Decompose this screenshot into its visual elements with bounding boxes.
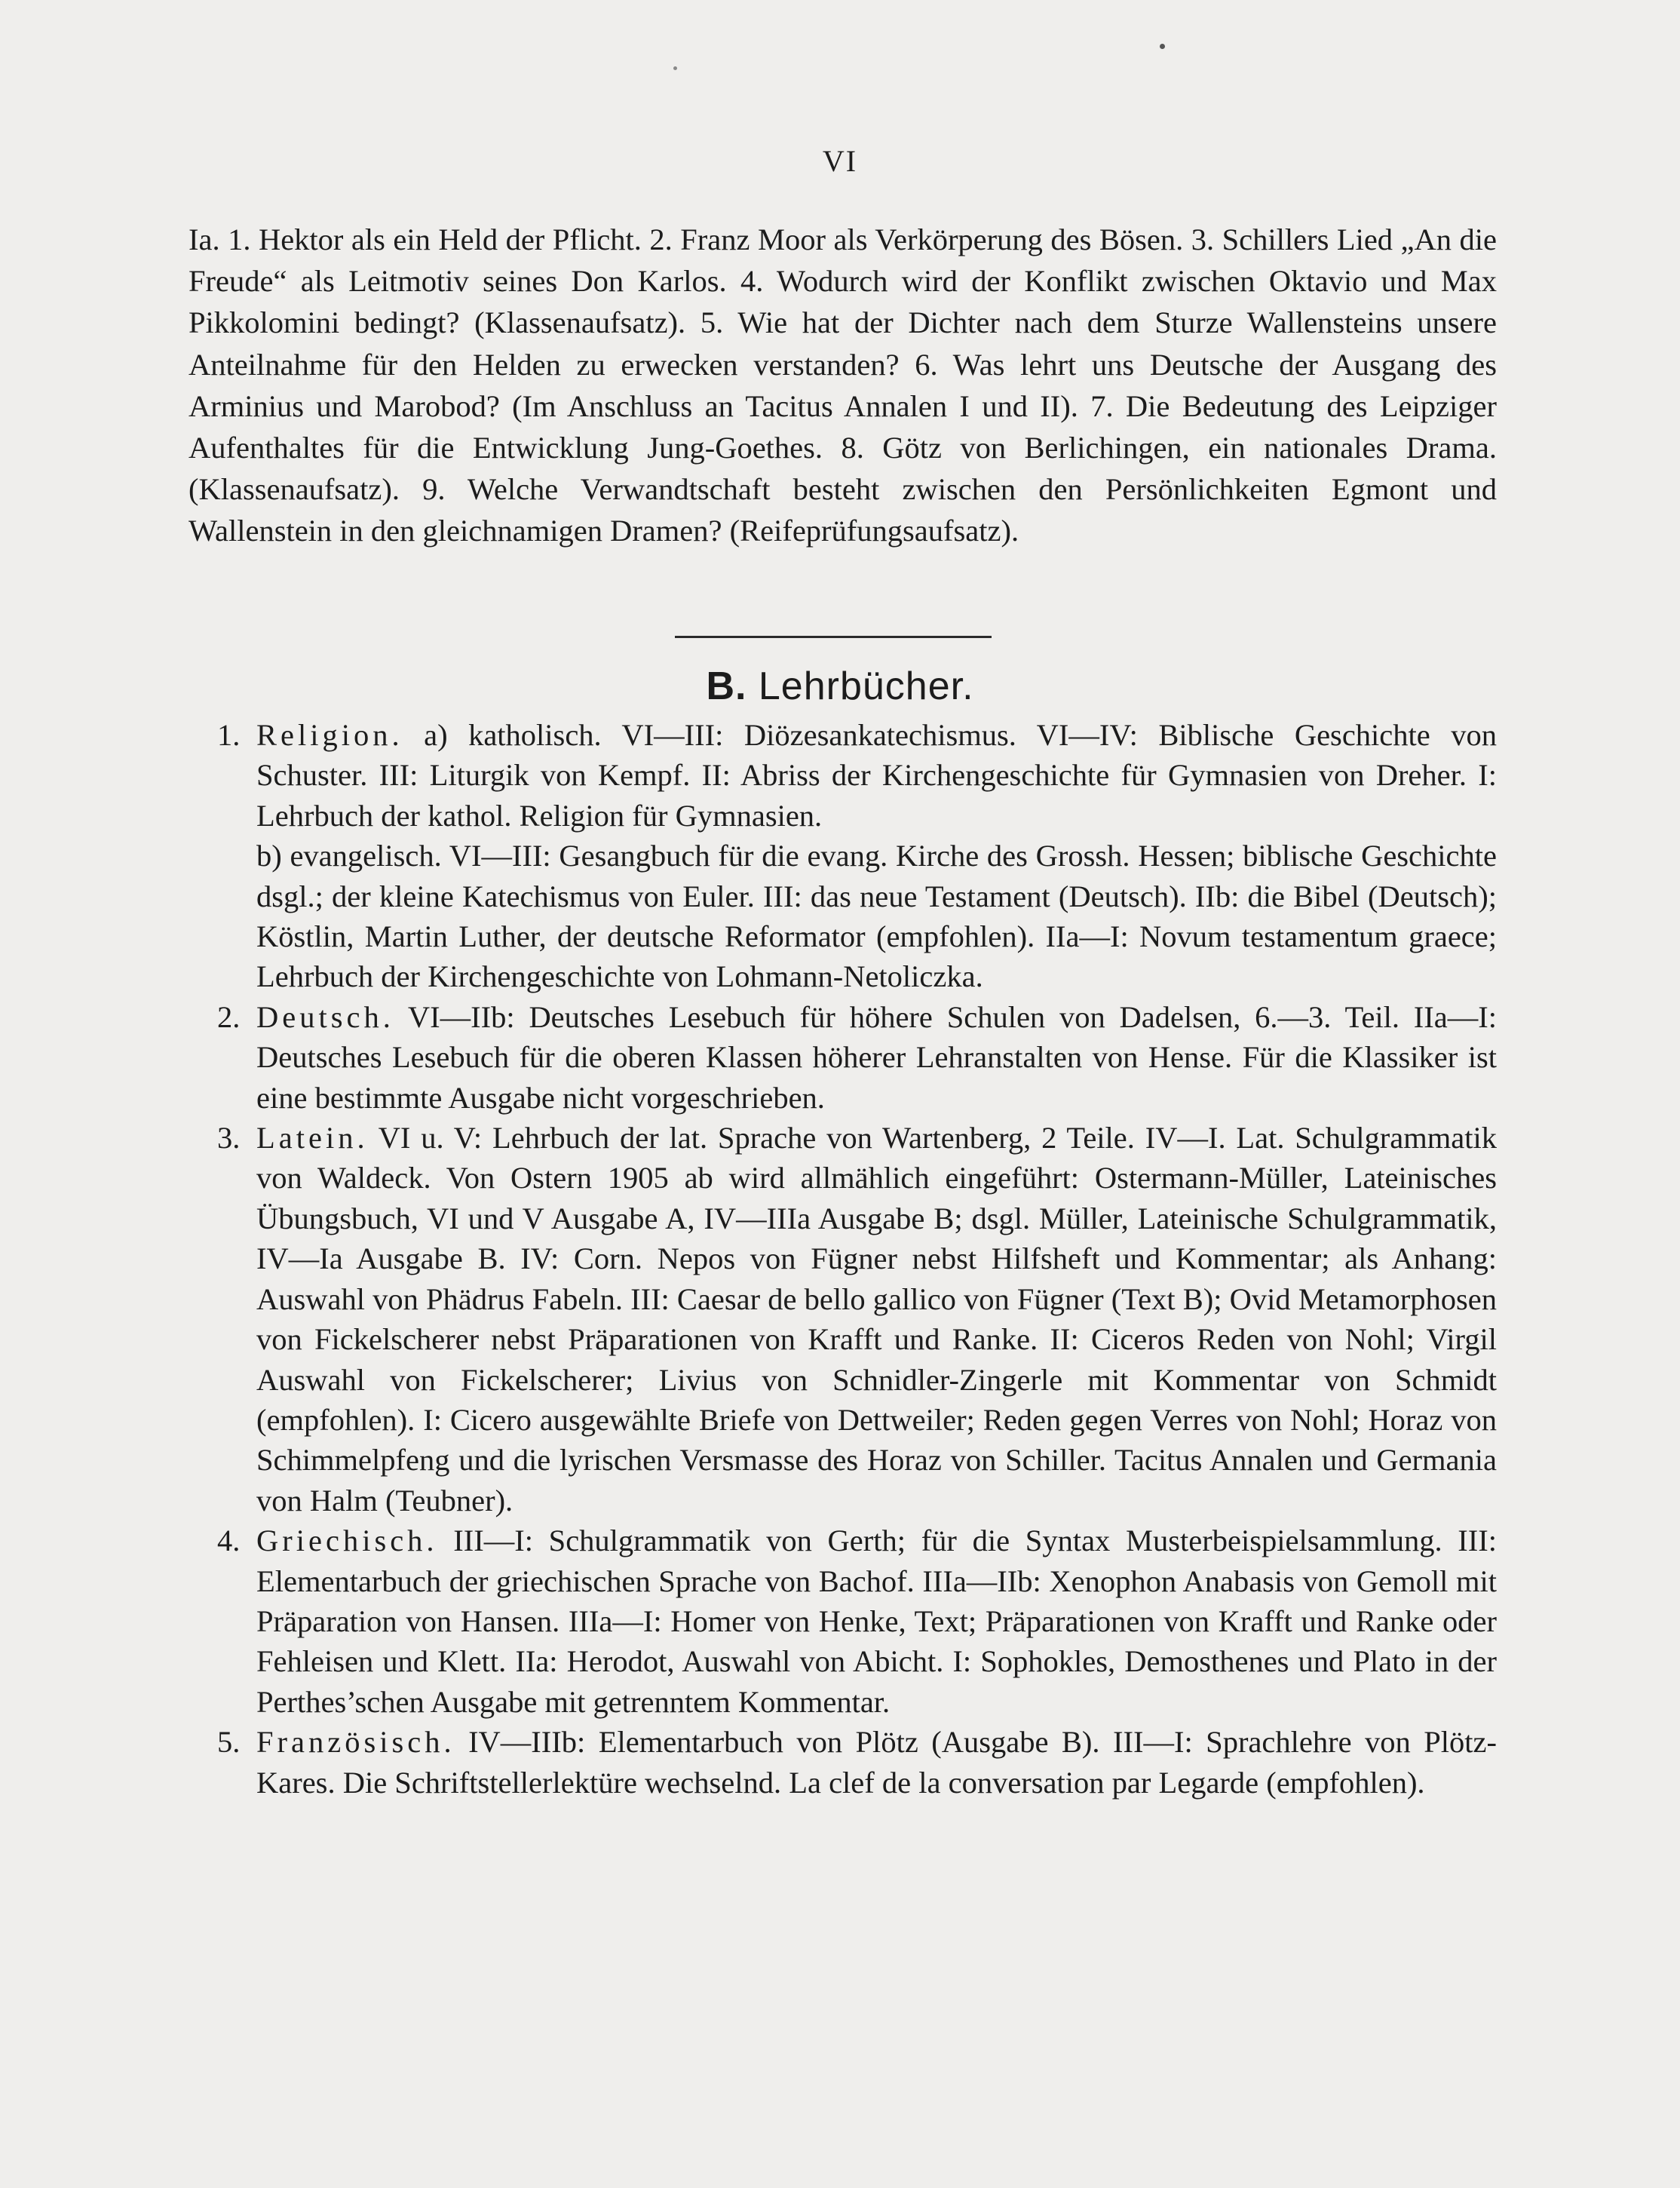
subject-label: Deutsch.	[256, 999, 394, 1034]
list-item-griechisch	[189, 1521, 1497, 1722]
subject-label: Religion.	[256, 718, 403, 752]
speck-mark	[673, 66, 677, 70]
subject-label: Latein.	[256, 1121, 369, 1155]
list-item-latein	[189, 1118, 1497, 1521]
section-divider	[675, 636, 992, 638]
list-item-franzoesisch	[189, 1722, 1497, 1803]
speck-mark	[1160, 44, 1165, 49]
section-title: Lehrbücher.	[758, 664, 974, 708]
item-number: 5.	[217, 1725, 241, 1760]
textbook-list	[189, 715, 1497, 1803]
essay-topics-paragraph: Ia. 1. Hektor als ein Held der Pflicht. 2. Franz Moor als Verkörperung des Bösen. 3. Schillers Lied „An die Freude“ als Leitmotiv seines Don Karlos. 4. Wodurch wird der Konflikt zwischen Oktavio und Max Pikkolomini bedingt? (Klassenaufsatz). 5. Wie hat der Dichter nach dem Sturze Wallensteins unsere Anteilnahme für den Helden zu erwecken verstanden? 6. Was lehrt uns Deutsche der Ausgang des Arminius und Marobod? (Im Anschluss an Tacitus Annalen I und II). 7. Die Bedeutung des Leipziger Aufenthaltes für die Entwicklung Jung-Goethes. 8. Götz von Berlichingen, ein nationales Drama. (Klassenaufsatz). 9. Welche Verwandtschaft besteht zwischen den Persönlichkeiten Egmont und Wallenstein in den gleichnamigen Dramen? (Reifeprüfungsaufsatz).	[189, 222, 1497, 548]
item-text: VI—IIb: Deutsches Lesebuch für höhere Schulen von Dadelsen, 6.—3. Teil. IIa—I: Deutsches Lesebuch für die oberen Klassen höherer Lehranstalten von Hense. Für die Klassiker ist eine bestimmte Ausgabe nicht vorgeschrieben.	[256, 999, 1497, 1115]
item-number: 4.	[217, 1524, 241, 1558]
section-letter: B.	[706, 664, 747, 708]
item-text-evangelisch: b) evangelisch. VI—III: Gesangbuch für die evang. Kirche des Grossh. Hessen; biblische Geschichte dsgl.; der kleine Katechismus von Euler. III: das neue Testament (Deutsch). IIb: die Bibel (Deutsch); Köstlin, Martin Luther, der deutsche Reformator (empfohlen). IIa—I: Novum testamentum graece; Lehrbuch der Kirchengeschichte von Lohmann-Netoliczka.	[256, 839, 1497, 994]
item-number: 2.	[217, 999, 241, 1034]
item-number: 3.	[217, 1121, 241, 1155]
item-text: a) katholisch. VI—III: Diözesankatechismus. VI—IV: Biblische Geschichte von Schuster. III: Liturgik von Kempf. II: Abriss der Kirchengeschichte für Gymnasien von Dreher. I: Lehrbuch der kathol. Religion für Gymnasien.	[256, 718, 1497, 833]
list-item-religion	[189, 715, 1497, 997]
list-item-deutsch	[189, 997, 1497, 1118]
item-text: III—I: Schulgrammatik von Gerth; für die Syntax Musterbeispielsammlung. III: Elementarbuch der griechischen Sprache von Bachof. IIIa—IIb: Xenophon Anabasis von Gemoll mit Präparation von Hansen. IIIa—I: Homer von Henke, Text; Präparationen von Krafft und Ranke oder Fehleisen und Klett. IIa: Herodot, Auswahl von Abicht. I: Sophokles, Demosthenes und Plato in der Perthes’schen Ausgabe mit getrenntem Kommentar.	[256, 1524, 1497, 1719]
subject-label: Griechisch.	[256, 1524, 438, 1558]
section-heading	[0, 664, 1680, 709]
item-number: 1.	[217, 718, 241, 752]
item-text: VI u. V: Lehrbuch der lat. Sprache von Wartenberg, 2 Teile. IV—I. Lat. Schulgrammatik von Waldeck. Von Ostern 1905 ab wird allmählich eingeführt: Ostermann-Müller, Lateinisches Übungsbuch, VI und V Ausgabe A, IV—IIIa Ausgabe B; dsgl. Müller, Lateinische Schulgrammatik, IV—Ia Ausgabe B. IV: Corn. Nepos von Fügner nebst Hilfsheft und Kommentar; als Anhang: Auswahl von Phädrus Fabeln. III: Caesar de bello gallico von Fügner (Text B); Ovid Metamorphosen von Fickelscherer nebst Präparationen von Krafft und Ranke. II: Ciceros Reden von Nohl; Virgil Auswahl von Fickelscherer; Livius von Schnidler-Zingerle mit Kommentar von Schmidt (empfohlen). I: Cicero ausgewählte Briefe von Dettweiler; Reden gegen Verres von Nohl; Horaz von Schimmelpfeng und die lyrischen Versmasse des Horaz von Schiller. Tacitus Annalen und Germania von Halm (Teubner).	[256, 1121, 1497, 1517]
page-number: VI	[822, 144, 858, 178]
item-text: IV—IIIb: Elementarbuch von Plötz (Ausgabe B). III—I: Sprachlehre von Plötz-Kares. Die Schriftstellerlektüre wechselnd. La clef de la conversation par Legarde (empfohlen).	[256, 1725, 1497, 1800]
subject-label: Französisch.	[256, 1725, 455, 1760]
